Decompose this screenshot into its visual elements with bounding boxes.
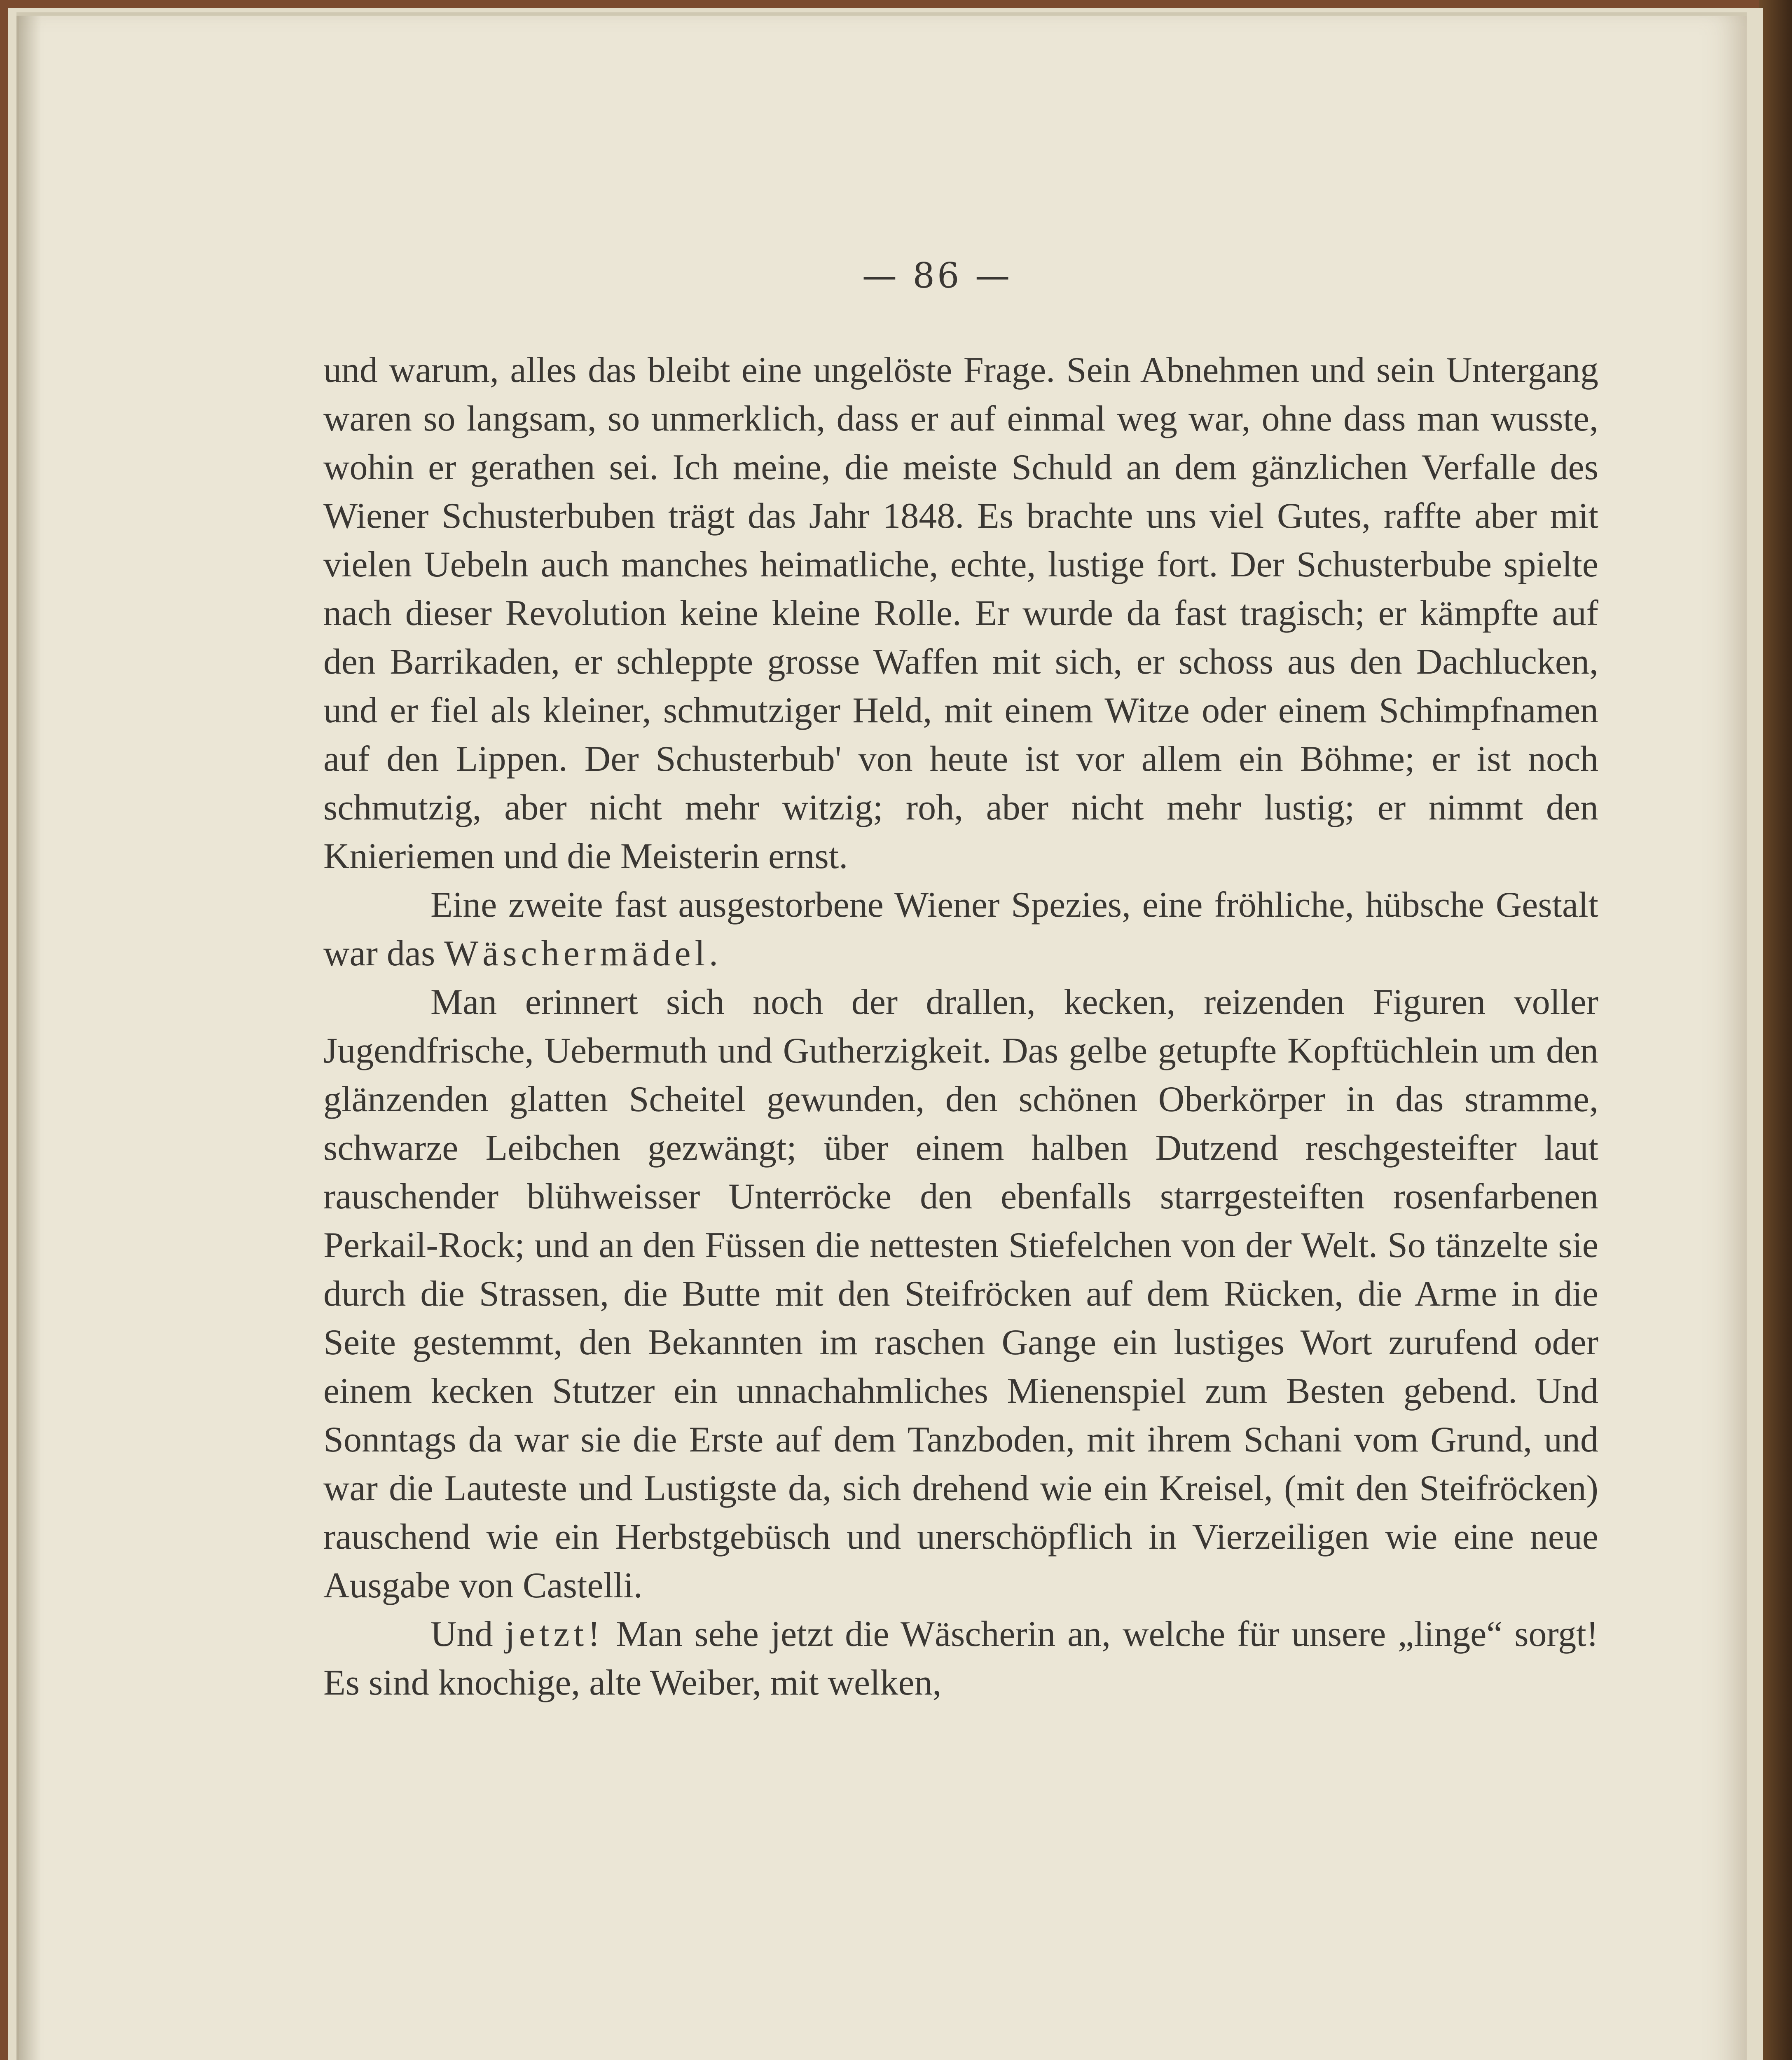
paragraph-1: und warum, alles das bleibt eine ungelöste Frage. Sein Abnehmen und sein Untergang waren so langsam, so unmerklich, dass er auf einmal weg war, ohne dass man wusste, wohin er gerathen sei. Ich meine, die meiste Schuld an dem gänzlichen Verfalle des Wiener Schusterbuben trägt das Jahr 1848. Es brachte uns viel Gutes, raffte aber mit vielen Uebeln auch manches heimatliche, echte, lustige fort. Der Schusterbube spielte nach dieser Revolution keine kleine Rolle. Er wurde da fast tragisch; er kämpfte auf den Barrikaden, er schleppte grosse Waffen mit sich, er schoss aus den Dachlucken, und er fiel als kleiner, schmutziger Held, mit einem Witze oder einem Schimpfnamen auf den Lippen. Der Schusterbub' von heute ist vor allem ein Böhme; er ist noch schmutzig, aber nicht mehr witzig; roh, aber nicht mehr lustig; er nimmt den Knieriemen und die Meisterin ernst. bbox=[323, 350, 1598, 876]
paragraph-4 bbox=[323, 1610, 1598, 1707]
paragraph-2-text: Eine zweite fast ausgestorbene Wiener Spezies, eine fröhliche, hübsche Gestalt war das bbox=[323, 885, 1598, 974]
page-number: — 86 — bbox=[862, 255, 1013, 296]
page-top-edge bbox=[16, 12, 1747, 16]
paragraph-4-text: Man sehe jetzt die Wäscherin an, welche für unsere „linge“ sorgt! Es sind knochige, alte Weiber, mit welken, bbox=[323, 1614, 1598, 1703]
paragraph-2-end: . bbox=[709, 934, 718, 974]
paragraph-2 bbox=[323, 881, 1598, 978]
emphasized-term: Wäschermädel bbox=[444, 934, 709, 974]
paragraph-4-start: Und bbox=[430, 1614, 493, 1654]
paragraph-3: Man erinnert sich noch der drallen, kecken, reizenden Figuren voller Jugendfrische, Uebermuth und Gutherzigkeit. Das gelbe getupfte Kopftüchlein um den glänzenden glatten Scheitel gewunden, den schönen Oberkörper in das stramme, schwarze Leibchen gezwängt; über einem halben Dutzend reschgesteifter laut rauschender blühweisser Unterröcke den ebenfalls starrgesteiften rosenfarbenen Perkail-Rock; und an den Füssen die nettesten Stiefelchen von der Welt. So tänzelte sie durch die Strassen, die Butte mit den Steifröcken auf dem Rücken, die Arme in die Seite gestemmt, den Bekannten im raschen Gange ein lustiges Wort zurufend oder einem kecken Stutzer ein unnachahmliches Mienenspiel zum Besten gebend. Und Sonntags da war sie die Erste auf dem Tanzboden, mit ihrem Schani vom Grund, und war die Lauteste und Lustigste da, sich drehend wie ein Kreisel, (mit den Steifröcken) rauschend wie ein Herbstgebüsch und unerschöpflich in Vierzeiligen wie eine neue Ausgabe von Castelli. bbox=[323, 982, 1598, 1606]
body-text bbox=[323, 346, 1598, 1707]
page-gutter bbox=[16, 12, 41, 2060]
emphasized-word: jetzt! bbox=[505, 1614, 604, 1654]
book-cover-edge-right bbox=[1759, 0, 1792, 2060]
